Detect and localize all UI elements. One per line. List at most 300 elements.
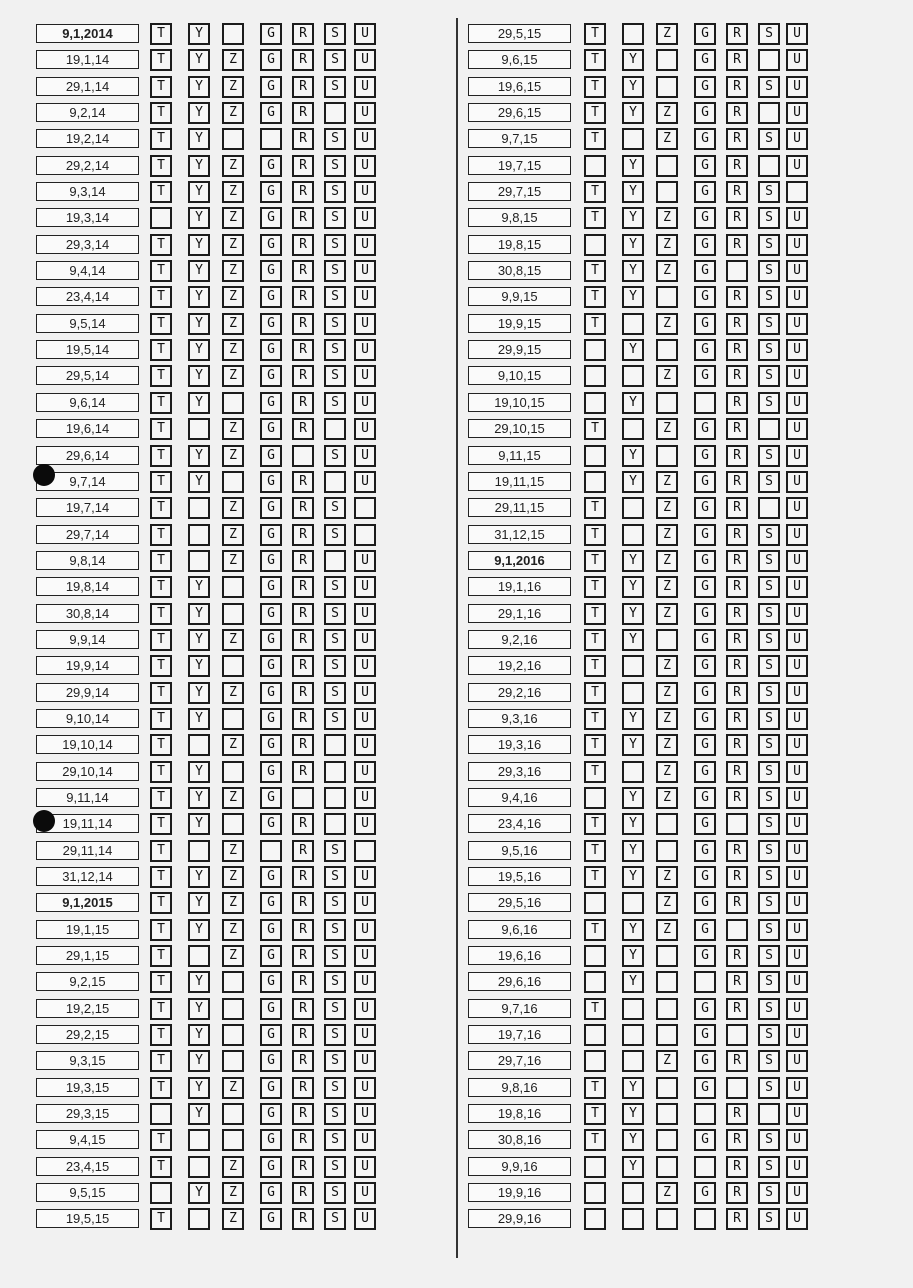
checkbox: R [292,1156,314,1178]
checkbox: R [726,892,748,914]
date-field: 29,9,16 [468,1209,571,1228]
checkbox: G [694,49,716,71]
checkbox: S [758,234,780,256]
checkbox: G [694,207,716,229]
checkbox: U [354,761,376,783]
checkbox: U [354,1208,376,1230]
checkbox: R [292,392,314,414]
checkbox [622,1182,644,1204]
checkbox: T [584,128,606,150]
checkbox: S [758,550,780,572]
checkbox: T [150,234,172,256]
checkbox: S [324,840,346,862]
checkbox: Y [622,155,644,177]
checkbox: R [292,128,314,150]
checkbox: T [150,761,172,783]
date-field: 19,3,14 [36,208,139,227]
checkbox: G [260,1129,282,1151]
checkbox: Y [188,787,210,809]
date-field: 29,7,15 [468,182,571,201]
checkbox: R [292,945,314,967]
checkbox: U [354,339,376,361]
checkbox [584,892,606,914]
checkbox: S [324,497,346,519]
checkbox [222,1103,244,1125]
date-field: 9,4,15 [36,1130,139,1149]
checkbox: S [758,445,780,467]
date-field: 19,5,15 [36,1209,139,1228]
date-field: 19,11,15 [468,472,571,491]
checkbox: R [292,1129,314,1151]
checkbox: Y [622,49,644,71]
checkbox [188,1208,210,1230]
checkbox: U [786,840,808,862]
checkbox: S [758,1050,780,1072]
checkbox: Y [188,603,210,625]
checkbox: R [292,524,314,546]
checkbox: R [726,550,748,572]
checkbox [292,787,314,809]
checkbox: R [292,892,314,914]
checkbox [726,919,748,941]
checkbox: Z [222,734,244,756]
checkbox: Z [222,181,244,203]
checkbox: Y [188,313,210,335]
checkbox [656,813,678,835]
checkbox: Y [622,1156,644,1178]
checkbox: G [260,971,282,993]
date-field: 19,10,14 [36,735,139,754]
checkbox: S [324,76,346,98]
checkbox: U [354,708,376,730]
checkbox [656,1024,678,1046]
checkbox: T [150,1208,172,1230]
checkbox: U [354,682,376,704]
checkbox: G [694,260,716,282]
date-field: 9,2,16 [468,630,571,649]
checkbox: Z [656,365,678,387]
checkbox: S [758,1129,780,1151]
checkbox [222,1050,244,1072]
checkbox: T [150,23,172,45]
checkbox [222,576,244,598]
checkbox [222,708,244,730]
checkbox: Y [622,629,644,651]
checkbox: T [150,603,172,625]
checkbox: R [726,128,748,150]
checkbox [786,181,808,203]
checkbox: G [260,1077,282,1099]
checkbox: U [786,418,808,440]
date-field: 19,7,14 [36,498,139,517]
checkbox: G [260,682,282,704]
checkbox: T [584,708,606,730]
checkbox: R [292,102,314,124]
checkbox: G [260,339,282,361]
checkbox: U [786,155,808,177]
checkbox: S [758,866,780,888]
checkbox: G [260,260,282,282]
checkbox: R [726,1050,748,1072]
checkbox [150,1182,172,1204]
date-field: 9,9,14 [36,630,139,649]
checkbox: Y [188,971,210,993]
checkbox [656,971,678,993]
checkbox [622,682,644,704]
punch-hole-bottom [33,810,55,832]
checkbox [584,1208,606,1230]
checkbox: Y [188,576,210,598]
checkbox: T [150,892,172,914]
checkbox: S [758,708,780,730]
checkbox [324,761,346,783]
checkbox: U [354,207,376,229]
date-field: 23,4,14 [36,287,139,306]
date-field: 19,2,16 [468,656,571,675]
checkbox: Y [188,919,210,941]
checkbox: U [354,181,376,203]
checkbox: G [260,418,282,440]
checkbox: U [354,576,376,598]
checkbox: Z [656,708,678,730]
date-field: 29,2,15 [36,1025,139,1044]
checkbox: U [354,392,376,414]
checkbox [622,1208,644,1230]
checkbox: U [786,708,808,730]
checkbox: T [150,76,172,98]
checkbox: T [150,365,172,387]
checkbox: Z [222,1182,244,1204]
checkbox: U [786,919,808,941]
checkbox: Z [222,445,244,467]
checkbox [584,945,606,967]
checkbox: S [758,23,780,45]
checkbox: R [292,1024,314,1046]
checkbox: S [324,919,346,941]
checkbox: Y [188,1077,210,1099]
checkbox: Y [188,998,210,1020]
checkbox: Z [656,734,678,756]
checkbox: Z [222,866,244,888]
checkbox: S [324,1024,346,1046]
date-field: 9,11,15 [468,446,571,465]
date-field: 19,10,15 [468,393,571,412]
date-field: 9,5,14 [36,314,139,333]
checkbox: S [758,787,780,809]
checkbox [584,971,606,993]
checkbox: Z [656,866,678,888]
checkbox: S [324,998,346,1020]
checkbox: R [292,23,314,45]
checkbox [622,23,644,45]
checkbox: Y [188,286,210,308]
checkbox: S [324,708,346,730]
checkbox: S [324,260,346,282]
checkbox [622,892,644,914]
checkbox: G [694,892,716,914]
checkbox [656,945,678,967]
checkbox: S [324,181,346,203]
checkbox: Y [188,102,210,124]
checkbox [324,787,346,809]
checkbox [222,23,244,45]
checkbox: U [786,813,808,835]
checkbox: S [758,840,780,862]
checkbox: G [694,919,716,941]
checkbox: T [584,497,606,519]
checkbox: S [758,1024,780,1046]
checkbox: T [584,1129,606,1151]
checkbox [656,181,678,203]
checkbox: U [354,128,376,150]
checkbox: R [726,629,748,651]
checkbox: G [260,524,282,546]
checkbox: U [786,1156,808,1178]
date-field: 23,4,16 [468,814,571,833]
checkbox: U [786,313,808,335]
checkbox: G [260,471,282,493]
checkbox: R [292,286,314,308]
checkbox [656,840,678,862]
checkbox: Y [188,655,210,677]
checkbox: S [324,524,346,546]
checkbox: T [150,866,172,888]
checkbox: S [758,524,780,546]
checkbox [584,471,606,493]
checkbox: U [354,445,376,467]
checkbox [354,524,376,546]
checkbox: U [786,576,808,598]
checkbox [584,1156,606,1178]
checkbox: G [694,550,716,572]
checkbox [622,761,644,783]
checkbox: S [324,1208,346,1230]
checkbox: T [584,655,606,677]
checkbox [656,629,678,651]
date-field: 30,8,15 [468,261,571,280]
checkbox: U [786,603,808,625]
checkbox: U [786,1077,808,1099]
checkbox: R [292,734,314,756]
checkbox: G [694,497,716,519]
checkbox [622,418,644,440]
checkbox: R [292,497,314,519]
checkbox: G [694,576,716,598]
checkbox: R [292,550,314,572]
checkbox: Y [622,445,644,467]
checkbox: Z [222,682,244,704]
checkbox: U [786,971,808,993]
checkbox: U [354,629,376,651]
checkbox [584,234,606,256]
checkbox: T [584,866,606,888]
checkbox: T [584,524,606,546]
checkbox: U [354,813,376,835]
checkbox: G [694,313,716,335]
checkbox [622,1024,644,1046]
checkbox: G [260,23,282,45]
checkbox: G [694,23,716,45]
checkbox: Z [656,313,678,335]
checkbox: Z [656,128,678,150]
checkbox [656,445,678,467]
checkbox: G [260,998,282,1020]
checkbox: S [324,392,346,414]
checkbox: Y [188,813,210,835]
date-field: 19,3,15 [36,1078,139,1097]
checkbox [758,418,780,440]
checkbox [694,392,716,414]
checkbox: S [758,181,780,203]
date-field: 9,9,15 [468,287,571,306]
checkbox: U [786,866,808,888]
checkbox: R [726,971,748,993]
checkbox: Z [222,286,244,308]
checkbox: S [324,1103,346,1125]
date-field: 9,1,2014 [36,24,139,43]
date-field: 19,9,15 [468,314,571,333]
checkbox [758,1103,780,1125]
checkbox: Y [622,734,644,756]
checkbox: Z [656,1050,678,1072]
checkbox [584,1024,606,1046]
checkbox [324,102,346,124]
checkbox: Y [188,155,210,177]
checkbox: T [150,708,172,730]
date-field: 9,7,15 [468,129,571,148]
date-field: 29,3,14 [36,235,139,254]
checkbox: G [260,1024,282,1046]
checkbox: R [726,207,748,229]
date-field: 29,11,14 [36,841,139,860]
checkbox [324,550,346,572]
checkbox: U [786,1208,808,1230]
checkbox [188,1129,210,1151]
checkbox: U [786,550,808,572]
checkbox: S [758,919,780,941]
checkbox: R [292,971,314,993]
checkbox: S [758,207,780,229]
checkbox: T [150,971,172,993]
date-field: 29,2,14 [36,156,139,175]
checkbox: Y [622,945,644,967]
checkbox: Z [222,787,244,809]
checkbox: G [694,734,716,756]
checkbox: Z [656,234,678,256]
checkbox [622,655,644,677]
checkbox: R [726,445,748,467]
checkbox: U [786,23,808,45]
checkbox: R [292,207,314,229]
date-field: 23,4,15 [36,1157,139,1176]
checkbox: R [726,1103,748,1125]
checkbox: G [260,286,282,308]
checkbox: G [260,866,282,888]
checkbox: Z [222,1077,244,1099]
checkbox: U [786,76,808,98]
checkbox: U [354,945,376,967]
date-field: 19,1,14 [36,50,139,69]
checkbox: T [584,840,606,862]
checkbox [324,813,346,835]
checkbox: R [292,919,314,941]
checkbox [222,971,244,993]
checkbox: T [584,919,606,941]
checkbox: Z [656,102,678,124]
checkbox: Z [656,787,678,809]
checkbox: G [694,603,716,625]
checkbox: S [324,339,346,361]
checkbox: T [150,181,172,203]
checkbox: T [150,313,172,335]
checkbox: Z [222,919,244,941]
checkbox: R [292,629,314,651]
checkbox: G [694,629,716,651]
checkbox: U [354,787,376,809]
checkbox: U [786,445,808,467]
checkbox: R [726,181,748,203]
checkbox: S [324,49,346,71]
checkbox [150,1103,172,1125]
date-field: 29,6,16 [468,972,571,991]
checkbox: U [786,1129,808,1151]
checkbox: Y [188,1103,210,1125]
checkbox: U [354,971,376,993]
checkbox: T [584,181,606,203]
checkbox: U [354,365,376,387]
checkbox: U [786,392,808,414]
date-field: 29,5,16 [468,893,571,912]
date-field: 9,2,15 [36,972,139,991]
checkbox: T [584,313,606,335]
checkbox: R [726,998,748,1020]
checkbox [584,155,606,177]
checkbox: G [260,392,282,414]
checkbox: R [292,866,314,888]
checkbox: S [758,813,780,835]
checkbox: T [150,1077,172,1099]
checkbox [150,207,172,229]
checkbox [188,497,210,519]
date-field: 9,7,16 [468,999,571,1018]
checkbox: T [584,998,606,1020]
checkbox: Y [622,207,644,229]
checkbox: Z [222,234,244,256]
checkbox [694,971,716,993]
checkbox: Y [622,787,644,809]
checkbox: U [786,260,808,282]
checkbox: U [786,497,808,519]
checkbox: R [726,840,748,862]
checkbox: R [726,313,748,335]
checkbox: R [292,234,314,256]
checkbox: R [726,603,748,625]
checkbox: Y [622,708,644,730]
checkbox: G [694,234,716,256]
checkbox: G [694,682,716,704]
checkbox [354,840,376,862]
checkbox: U [786,629,808,651]
checkbox: Z [656,550,678,572]
checkbox: S [758,945,780,967]
checkbox: U [354,102,376,124]
checkbox: Y [188,128,210,150]
checkbox [726,813,748,835]
checkbox: G [260,655,282,677]
checkbox: S [758,1156,780,1178]
checkbox: R [292,1077,314,1099]
checkbox: U [354,655,376,677]
